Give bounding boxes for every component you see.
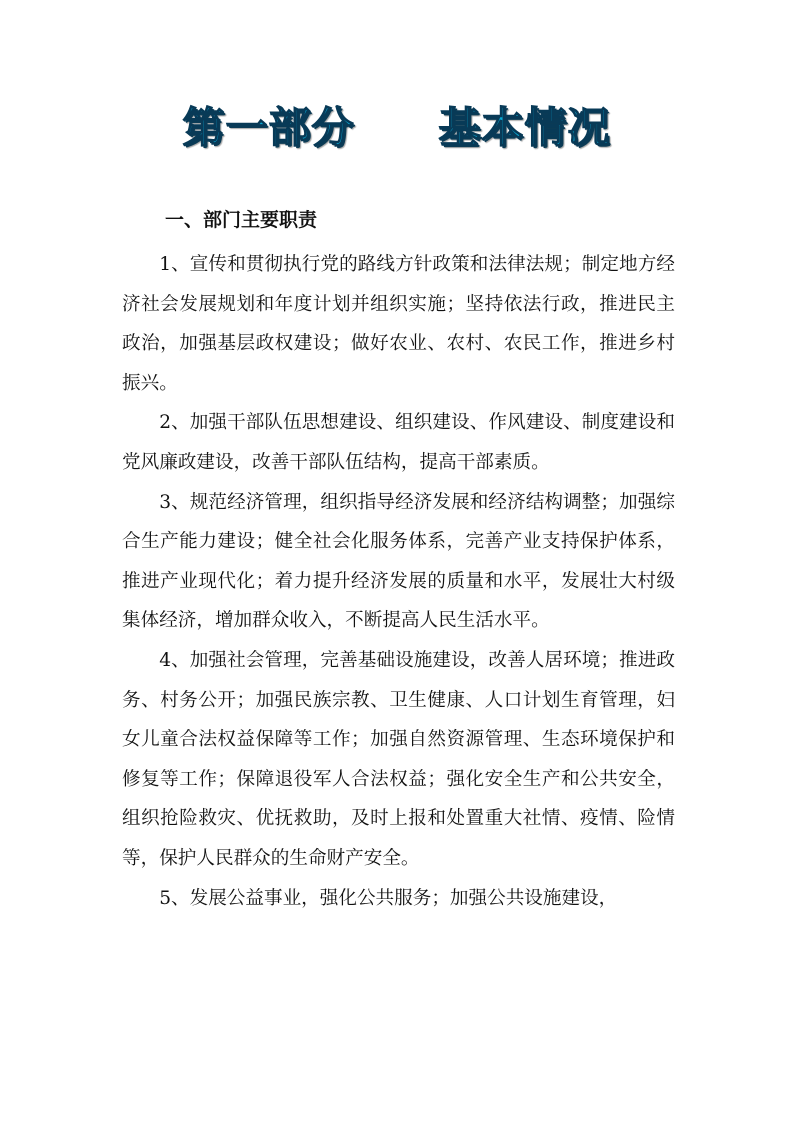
paragraph-duty-1: 1、宣传和贯彻执行党的路线方针政策和法律法规；制定地方经济社会发展规划和年度计划并组织实施；坚持依法行政，推进民主政治，加强基层政权建设；做好农业、农村、农民工作，推进乡村振兴。: [122, 254, 675, 394]
paragraph-duty-5: 5、发展公益事业，强化公共服务；加强公共设施建设，: [159, 887, 618, 909]
paragraph-duty-3: 3、规范经济管理，组织指导经济发展和经济结构调整；加强综合生产能力建设；健全社会化服务体系，完善产业支持保护体系，推进产业现代化；着力提升经济发展的质量和水平，发展壮大村级集体经济，增加群众收入，不断提高人民生活水平。: [122, 491, 675, 632]
title-subject: 基本情况: [438, 103, 611, 152]
page-title: [0, 92, 793, 164]
title-part: 第一部分: [182, 103, 355, 152]
section-heading: 一、部门主要职责: [165, 209, 318, 231]
body-text: [122, 245, 675, 918]
paragraph-duty-4: 4、加强社会管理，完善基础设施建设，改善人居环境；推进政务、村务公开；加强民族宗教、卫生健康、人口计划生育管理，妇女儿童合法权益保障等工作；加强自然资源管理、生态环境保护和修复等工作；保障退役军人合法权益；强化安全生产和公共安全，组织抢险救灾、优抚救助，及时上报和处置重大社情、疫情、险情等，保护人民群众的生命财产安全。: [122, 649, 675, 869]
paragraph-duty-2: 2、加强干部队伍思想建设、组织建设、作风建设、制度建设和党风廉政建设，改善干部队伍结构，提高干部素质。: [122, 412, 675, 473]
